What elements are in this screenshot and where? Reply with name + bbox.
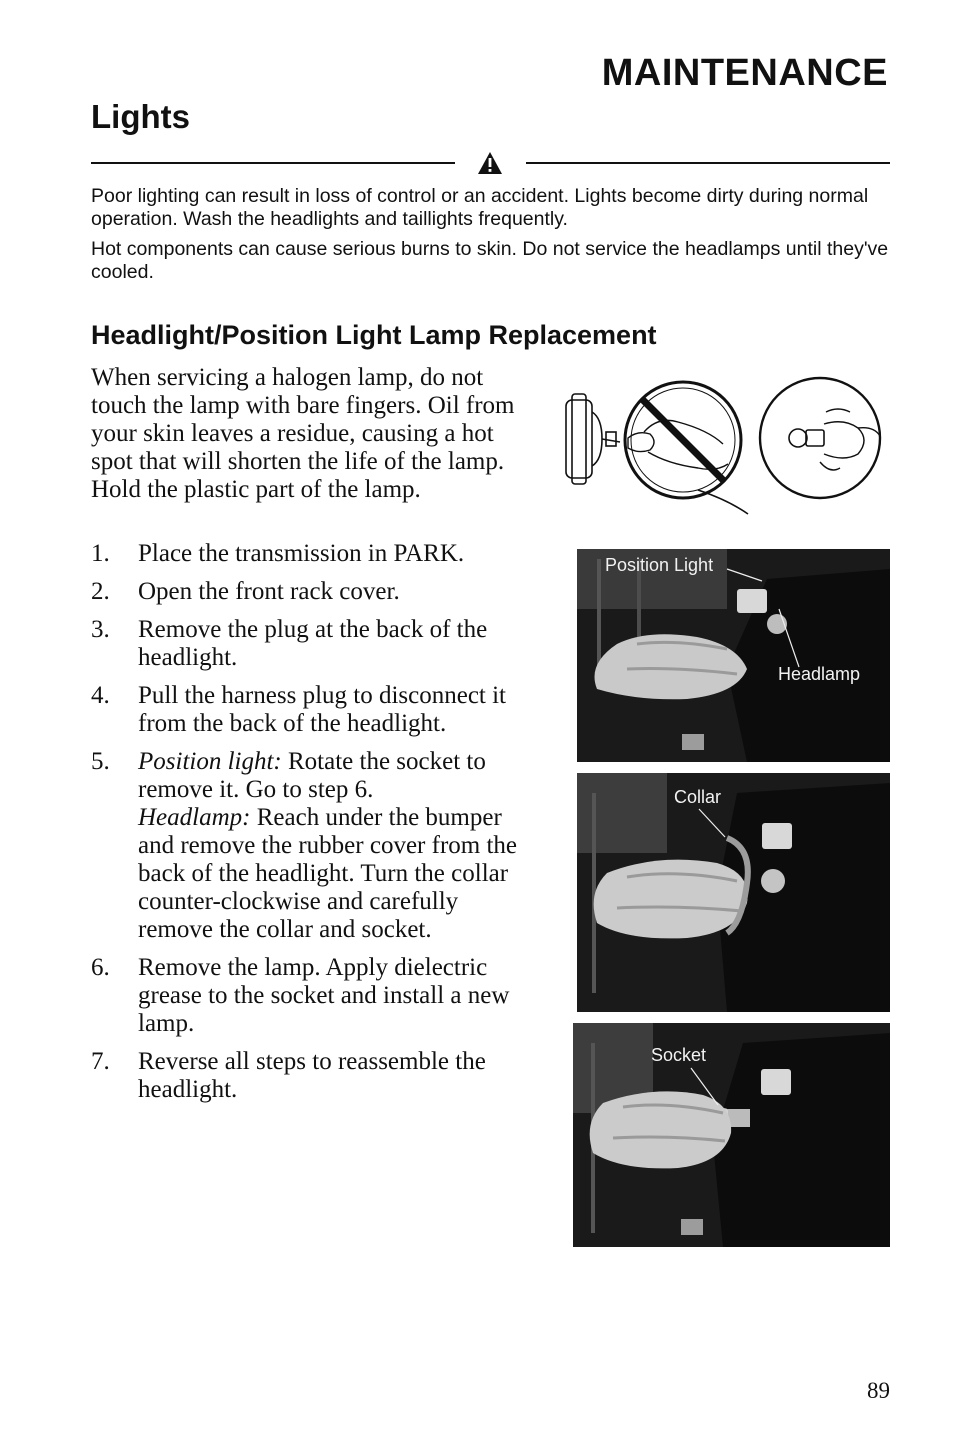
list-item: 6. Remove the lamp. Apply dielectric grease to the socket and install a new lamp. (91, 954, 510, 1037)
list-item: 4. Pull the harness plug to disconnect it from the back of the headlight. (91, 682, 507, 737)
list-item: 5. Position light: Rotate the socket to remove it. Go to step 6. Headlamp: Reach under the bumper and remove the rubber cover from the back of the headlight. Turn the collar counter-clockwise and carefully remove the collar and socket. (91, 748, 518, 943)
list-item: 3. Remove the plug at the back of the headlight. (91, 616, 488, 671)
section-title: MAINTENANCE (601, 52, 888, 94)
warning-text-lighting: Poor lighting can result in loss of control or an accident. Lights become dirty during normal operation. Wash the headlights and taillights frequently. (91, 185, 869, 230)
collar-label: Collar (674, 787, 722, 807)
photo-socket (573, 1023, 890, 1247)
page-number: 89 (867, 1378, 890, 1403)
warning-rule-right (526, 162, 890, 164)
warning-rule-left (91, 162, 455, 164)
socket-label: Socket (651, 1045, 707, 1065)
photo-collar (577, 773, 890, 1012)
no-touch-symbol (625, 382, 748, 514)
correct-handling-symbol (760, 378, 880, 498)
list-item: 1. Place the transmission in PARK. (91, 540, 465, 567)
halogen-handling-illustration (558, 372, 888, 520)
photo-position-light (577, 549, 890, 762)
list-item: 2. Open the front rack cover. (91, 578, 400, 605)
intro-paragraph: When servicing a halogen lamp, do not touch the lamp with bare fingers. Oil from your skin leaves a residue, causing a hot spot that will shorten the life of the lamp. Hold the plastic part of the lamp. (91, 364, 515, 503)
page-title: Lights (91, 98, 190, 135)
position-light-label: Position Light (605, 555, 714, 575)
headlight-housing-drawing (566, 394, 620, 484)
warning-triangle-icon (477, 151, 503, 175)
headlamp-label: Headlamp (778, 664, 861, 684)
procedure-heading: Headlight/Position Light Lamp Replacement (91, 320, 657, 350)
steps-list (91, 540, 531, 1114)
warning-text-burns: Hot components can cause serious burns to skin. Do not service the headlamps until they've cooled. (91, 238, 889, 283)
list-item: 7. Reverse all steps to reassemble the headlight. (91, 1048, 486, 1103)
